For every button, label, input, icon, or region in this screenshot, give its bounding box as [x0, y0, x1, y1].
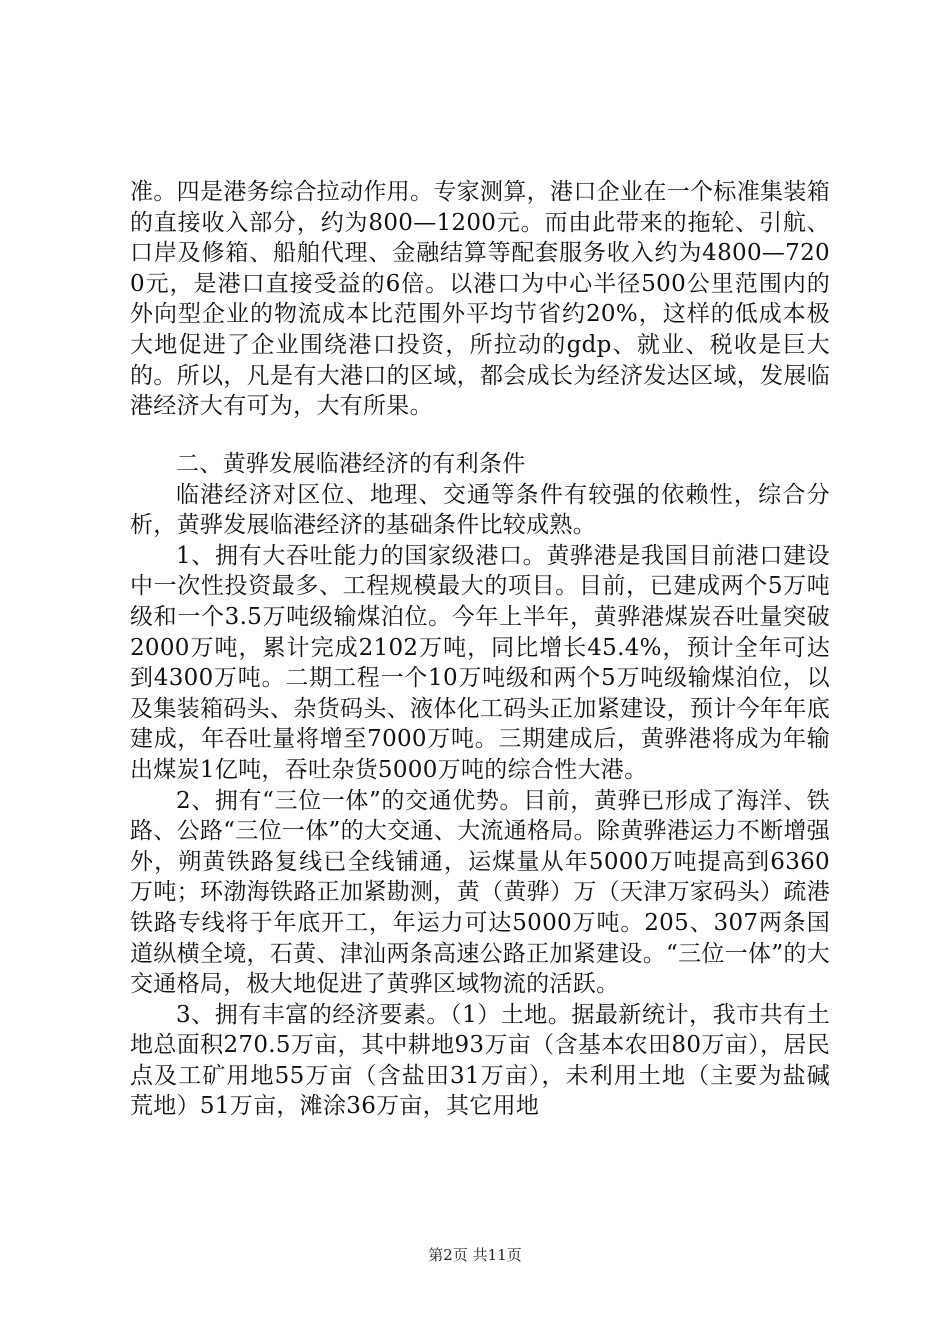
continuation-paragraph: 准。四是港务综合拉动作用。专家测算，港口企业在一个标准集装箱的直接收入部分，约为800—1200元。而由此带来的拖轮、引航、口岸及修箱、船舶代理、金融结算等配套服务收入约为4800—7200元，是港口直接受益的6倍。以港口为中心半径500公里范围内的外向型企业的物流成本比范围外平均节省约20%，这样的低成本极大地促进了企业围绕港口投资，所拉动的gdp、就业、税收是巨大的。所以，凡是有大港口的区域，都会成长为经济发达区域，发展临港经济大有可为，大有所果。 [130, 179, 830, 420]
intro-paragraph: 临港经济对区位、地理、交通等条件有较强的依赖性，综合分析，黄骅发展临港经济的基础条件比较成熟。 [130, 481, 830, 539]
continuation-block [130, 177, 830, 422]
section-heading: 二、黄骅发展临港经济的有利条件 [176, 451, 526, 477]
item-3-paragraph: 3、拥有丰富的经济要素。（1）土地。据最新统计，我市共有土地总面积270.5万亩，其中耕地93万亩（含基本农田80万亩），居民点及工矿用地55万亩（含盐田31万亩），未利用土地（主要为盐碱荒地）51万亩，滩涂36万亩，其它用地 [130, 1001, 830, 1120]
item-2-paragraph: 2、拥有“三位一体”的交通优势。目前，黄骅已形成了海洋、铁路、公路“三位一体”的大交通、大流通格局。除黄骅港运力不断增强外，朔黄铁路复线已全线铺通，运煤量从年5000万吨提高到6360万吨；环渤海铁路正加紧勘测，黄（黄骅）万（天津万家码头）疏港铁路专线将于年底开工，年运力可达5000万吨。205、307两条国道纵横全境，石黄、津汕两条高速公路正加紧建设。“三位一体”的大交通格局，极大地促进了黄骅区域物流的活跃。 [130, 787, 830, 998]
page-footer [0, 1244, 950, 1265]
section-block [130, 449, 830, 1122]
item-1-paragraph: 1、拥有大吞吐能力的国家级港口。黄骅港是我国目前港口建设中一次性投资最多、工程规模最大的项目。目前，已建成两个5万吨级和一个3.5万吨级输煤泊位。今年上半年，黄骅港煤炭吞吐量突破2000万吨，累计完成2102万吨，同比增长45.4%，预计全年可达到4300万吨。二期工程一个10万吨级和两个5万吨级输煤泊位，以及集装箱码头、杂货码头、液体化工码头正加紧建设，预计今年年底建成，年吞吐量将增至7000万吨。三期建成后，黄骅港将成为年输出煤炭1亿吨，吞吐杂货5000万吨的综合性大港。 [130, 542, 830, 783]
page-number-label: 第2页 共11页 [428, 1246, 522, 1264]
